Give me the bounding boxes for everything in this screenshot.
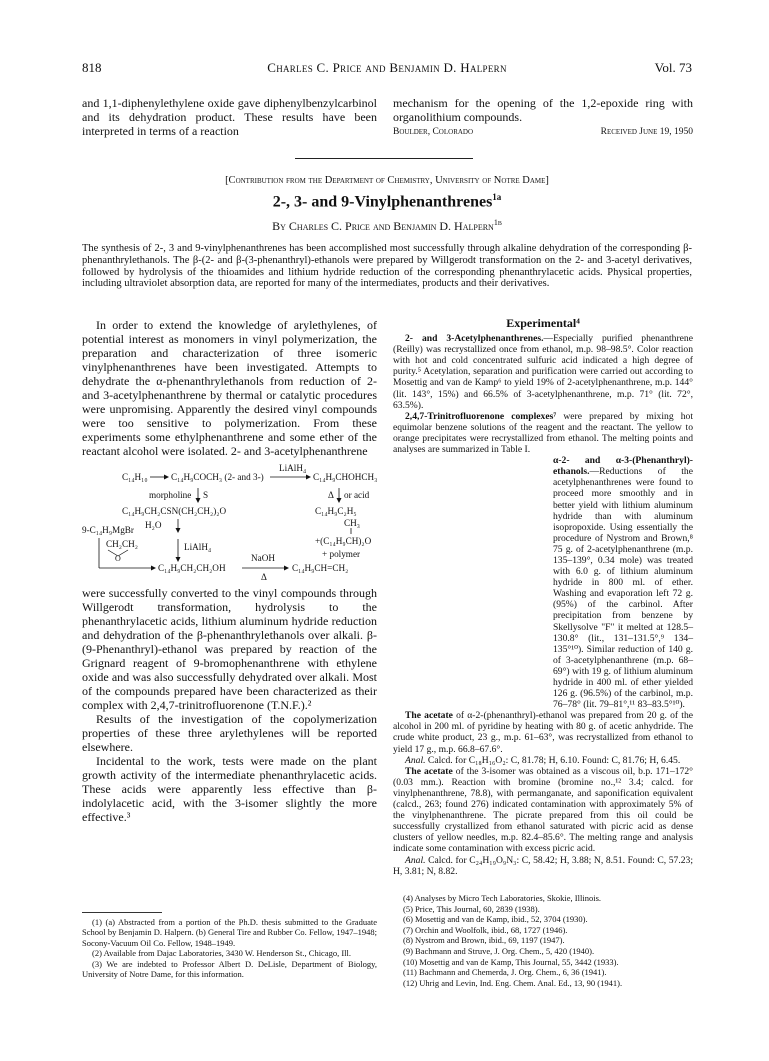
scheme-arrowhead-6 [151,566,156,571]
volume-number: Vol. 73 [654,60,692,75]
article-title [82,192,692,211]
footnote: (2) Available from Dajac Laboratories, 3430 W. Henderson St., Chicago, Ill. [92,948,352,959]
article-authors [82,218,692,234]
scheme-arrowhead-2 [306,475,311,480]
scheme-ether: +(C₁₄H₉CH)₂O [315,536,372,546]
exp-p5-text: Calcd. for C₁₈H₁₆O₂: C, 81.78; H, 6.10. Found: C, 81.76; H, 6.45. [425,754,681,766]
reaction-scheme [82,462,382,582]
scheme-arrowhead-5 [176,528,181,533]
exp-p6-text: of the 3-isomer was obtained as a viscous oil, b.p. 171–172° (0.03 mm.). Reaction with bromine (bromine no.,¹² 3.4; calcd. for vinylphenanthrene, 78.8), with permanganate, and saponification equivalent (calcd., 263; found 276) indicated contamination with approximately 5% of the vinylphenanthrene. The picrate prepared from this oil could be successfully crystallized from ethanol saturated with picric acid as dense clusters of yellow needles, m.p. 82.4–85.6°. The melting range and analysis indicate some contamination with excess picric acid. [393,765,693,855]
scheme-lialh4-label-a: LiAlH₄ [279,463,307,473]
scheme-grignard: 9-C₁₄H₉MgBr [82,525,134,535]
contribution-line: [Contribution from the Department of Chemistry, University of Notre Dame] [225,175,549,186]
experimental-heading: Experimental⁴ [506,316,580,330]
footnotes-right [393,893,693,988]
introduction-part-1 [82,318,377,458]
page-header [82,60,692,76]
exp-p5-head: Anal. [405,754,426,766]
scheme-acetyl: C₁₄H₉COCH₃ (2- and 3-) [171,472,264,482]
previous-article-end-left [82,96,377,138]
exp-p4-text: of α-2-(phenanthryl)-ethanol was prepared from 20 g. of the alcohol in 200 ml. of pyridine by heating with 80 g. of acetic anhydride. The crude white product, 23 g., m.p. 61–63°, was recrystallized from ethanol to yield 17 g., m.p. 66.8–67.6°. [393,710,694,755]
scheme-methyl: CH₃ [344,518,360,528]
exp-paragraph-acetate-3 [393,766,693,855]
intro-paragraph-1: In order to extend the knowledge of arylethylenes, of potential interest as monomers in vinyl polymerization, the preparation and characterization of three isomeric vinylphenanthrenes have been investigated. Attempts to dehydrate the α-phenanthrylethanols from reduction of 2- and 3-acetylphenanthrene by thermal or catalytic procedures were unpromising. Apparently the desired vinyl compounds were too sensitive to polymerization. From these experiments some ethylphenanthrene and some ether of the reactant alcohol were isolated. 2- and 3-acetylphenanthrene [82,318,377,458]
previous-article-signature [393,125,693,139]
section-divider [295,158,473,159]
signature-place: Boulder, Colorado [393,127,474,137]
exp-paragraph-tnf [393,411,693,455]
intro-paragraph-3: Incidental to the work, tests were made on the plant growth activity of the intermediate phenanthrylacetic acids. These acids were apparently less effective than β-indolylacetic acid, with the 3-isomer slightly the more effective.³ [82,754,377,824]
exp-p1-head: 2- and 3-Acetylphenanthrenes. [405,333,544,345]
scheme-morpholine: morpholine [149,490,192,500]
introduction-part-2 [82,586,377,824]
abstract: The synthesis of 2-, 3 and 9-vinylphenanthrenes has been accomplished most successfully through alkaline dehydration of the corresponding β-phenanthrylethanols. The β-(2- and β-(3-phenanthryl)-ethanols were prepared by Willgerodt transformation on the 2- and 3-acetyl derivatives, followed by hydrolysis of the thioamides and lithium hydride reduction of the corresponding phenanthrylacetic acids. Physical properties, including ultraviolet absorption data, are reported for many of the intermediates, products and their derivatives. [82,243,692,290]
exp-paragraph-analysis-2 [393,855,693,877]
previous-article-text: and 1,1-diphenylethylene oxide gave diphenylbenzylcarbinol and its dehydration product. These results have been interpreted in terms of a reaction [82,96,377,138]
footnote: (6) Mosettig and van de Kamp, ibid., 52, 3704 (1930). [403,914,588,925]
footnote: (10) Mosettig and van de Kamp, This Journal, 55, 3442 (1933). [403,956,619,967]
authors-footnote-mark: 1b [493,218,502,227]
previous-article-end-right [393,96,693,139]
exp-p6-head: The acetate [405,765,453,777]
exp-p3-head: α-2- and α-3-(Phenanthryl)-ethanols. [553,455,693,478]
footnote-rule [82,912,162,913]
exp-p7-text: Calcd. for C₂₄H₁₉O₉N₃: C, 58.42; H, 3.88; N, 8.51. Found: C, 57.23; H, 3.81; N, 8.82. [393,854,693,877]
intro-paragraph-2: Results of the investigation of the copolymerization properties of these three arylethylenes will be reported elsewhere. [82,712,377,754]
footnote: (11) Bachmann and Chemerda, J. Org. Chem., 6, 36 (1941). [403,967,607,978]
scheme-arrowhead-8 [284,566,289,571]
exp-p2-text: were prepared by mixing hot equimolar benzene solutions of the reagent and the reactant. The yellow to orange precipitates were recrystallized from ethanol. The melting points and analyses are summarized in Table I. [393,410,693,456]
exp-paragraph-acetylphenanthrenes [393,333,693,411]
footnote: (1) (a) Abstracted from a portion of the Ph.D. thesis submitted to the Graduate School by Benjamin D. Halpern. (b) General Tire and Rubber Co. Fellow, 1947–1948; Socony-Vacuum Oil Co. Fellow, 1948–1949. [82,917,377,948]
footnotes-left [82,912,377,979]
scheme-naoh: NaOH [251,553,275,563]
footnote: (3) We are indebted to Professor Albert D. DeLisle, Department of Biology, University of Notre Dame, for this information. [82,958,377,980]
scheme-vinylphenanthrene: C₁₄H₉CH=CH₂ [292,563,349,573]
scheme-sulfur: S [203,490,209,500]
footnote: (4) Analyses by Micro Tech Laboratories, Skokie, Illinois. [403,893,602,903]
exp-p3-text: —Reductions of the acetylphenanthrenes were found to proceed more smoothly and in better yield with lithium aluminum hydride than with aluminum isopropoxide. Using essentially the procedure of Nystrom and Brown,⁸ 75 g. of 2-acetylphenanthrene (m.p. 135–139°, 0.34 mole) was treated with 6.0 g. of lithium aluminum hydride in 800 ml. of ether. Washing and evaporation left 72 g. (95%) of the carbinol. After precipitation from benzene by Skellysolve "F" it melted at 128.5–130.8° (lit., 131–131.5°,⁹ 134–135°¹⁰). Similar reduction of 140 g. of 3-acetylphenanthrene (m.p. 68–69°) with 19 g. of lithium aluminum hydride in 400 ml. of ether yielded 126 g. (96.5%) of the carbinol, m.p. 76–78° (lit. 79–81°,¹¹ 83–83.5°¹⁰). [553,466,693,711]
previous-article-text-right: mechanism for the opening of the 1,2-epoxide ring with organolithium compounds. [393,96,693,124]
exp-p2-head: 2,4,7-Trinitrofluorenone complexes⁷ [405,410,557,422]
authors-text: By Charles C. Price and Benjamin D. Halpern [272,219,494,233]
footnote: (7) Orchin and Woolfolk, ibid., 68, 1727 (1946). [403,924,568,935]
scheme-thioamide: C₁₄H₉CH₂CSN(CH₂CH₂)₂O [122,506,227,516]
page-number: 818 [82,60,102,75]
scheme-delta-2: Δ [261,572,267,582]
footnote: (5) Price, This Journal, 60, 2839 (1938). [403,903,540,914]
scheme-carbinol: C₁₄H₉CHOHCH₃ [313,472,378,482]
scheme-water: H₂O [145,520,162,530]
footnote: (8) Nystrom and Brown, ibid., 69, 1197 (1947). [403,935,565,946]
scheme-ethylphenanthrene: C₁₄H₉C₂H₅ [315,506,357,516]
running-title: Charles C. Price and Benjamin D. Halpern [267,60,507,75]
footnote: (12) Uhrig and Levin, Ind. Eng. Chem. Anal. Ed., 13, 90 (1941). [403,977,623,988]
scheme-phenanthrene: C₁₄H₁₀ [122,472,148,482]
footnote: (9) Bachmann and Struve, J. Org. Chem., 5, 420 (1940). [403,945,595,956]
exp-p4-head: The acetate [405,710,453,722]
scheme-epoxide-oxygen: O [115,554,121,563]
scheme-arrowhead-4 [337,498,342,503]
scheme-ethylene-oxide: CH₂CH₂ [106,539,138,549]
scheme-arrowhead-7 [176,557,181,562]
scheme-phenanthrylethanol: C₁₄H₉CH₂CH₂OH [158,563,226,573]
exp-paragraph-analysis-1 [393,755,693,766]
exp-paragraph-ethanols [553,455,693,710]
signature-received: Received June 19, 1950 [600,127,693,137]
exp-p7-head: Anal. [405,854,426,866]
scheme-arrowhead-1 [164,475,169,480]
scheme-polymer: + polymer [322,549,361,559]
scheme-delta: Δ [328,490,334,500]
scheme-arrowhead-3 [196,498,201,503]
article-title-text: 2-, 3- and 9-Vinylphenanthrenes [272,193,493,211]
experimental-section [393,318,693,877]
exp-paragraph-acetate [393,710,693,754]
scheme-lialh4-label-b: LiAlH₄ [184,542,212,552]
exp-p1-text: —Especially purified phenanthrene (Reilly) was recrystallized once from ethanol, m.p. 98–98.5°. Color reaction with hot and cold concentrated sulfuric acid indicated a high degree of purity.⁵ Acetylation, separation and purification were carried out according to Mosettig and van de Kamp⁶ to yield 19% of 2-acetylphenanthrene, m.p. 144° (lit. 143°, 15%) and 66.5% of 3-acetylphenanthrene, m.p. 71° (lit. 72°, 63.5%). [393,333,693,411]
scheme-or-acid: or acid [344,490,370,500]
intro-paragraph-1-cont: were successfully converted to the vinyl compounds through Willgerodt transformation, hydrolysis to the phenanthrylacetic acids, lithium aluminum hydride reduction and dehydration of the β-phenanthrylethanols over alkali. β-(9-Phenanthryl)-ethanol was prepared by reaction of the Grignard reagent of 9-bromophenanthrene with ethylene oxide and was also successfully dehydrated over alkali. Most of the compounds prepared have been characterized as their complex with 2,4,7-trinitrofluorenone (T.N.F.).² [82,586,377,712]
title-footnote-mark: 1a [492,192,502,202]
